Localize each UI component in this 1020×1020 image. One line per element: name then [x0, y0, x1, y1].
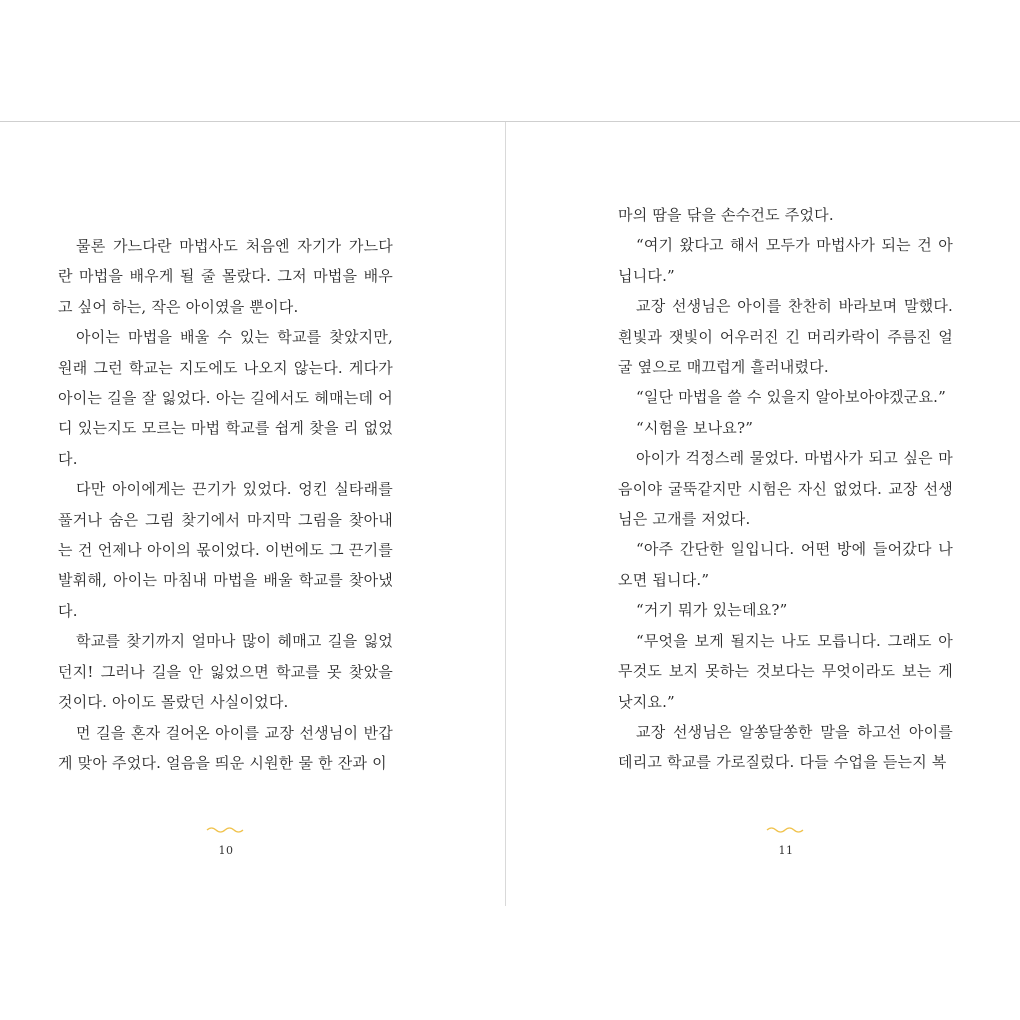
page-number: 11 [778, 844, 794, 857]
top-rule [0, 121, 1020, 122]
paragraph: 아이가 걱정스레 물었다. 마법사가 되고 싶은 마음이야 굴뚝같지만 시험은 자신 없었다. 교장 선생님은 고개를 저었다. [618, 449, 953, 529]
left-page-text [58, 231, 393, 778]
right-page-text [618, 200, 953, 778]
paragraph-continuation: 마의 땀을 닦을 손수건도 주었다. [618, 206, 834, 224]
paragraph: 학교를 찾기까지 얼마나 많이 헤매고 길을 잃었던지! 그러나 길을 안 잃었으면 학교를 못 찾았을 것이다. 아이도 몰랐던 사실이었다. [58, 632, 393, 712]
paragraph: “무엇을 보게 될지는 나도 모릅니다. 그래도 아무것도 보지 못하는 것보다는 무엇이라도 보는 게 낫지요.” [618, 631, 953, 711]
paragraph: “일단 마법을 쓸 수 있을지 알아보아야겠군요.” [636, 388, 946, 407]
paragraph: 아이는 마법을 배울 수 있는 학교를 찾았지만, 원래 그런 학교는 지도에도 나오지 않는다. 게다가 아이는 길을 잘 잃었다. 아는 길에서도 헤매는데 어디 있는지도 모르는 마법 학교를 쉽게 찾을 리 없었다. [58, 328, 393, 468]
right-folio [756, 826, 816, 857]
wave-ornament-icon [206, 826, 246, 834]
paragraph: 교장 선생님은 알쏭달쏭한 말을 하고선 아이를 데리고 학교를 가로질렀다. 다들 수업을 듣는지 복 [618, 722, 953, 772]
paragraph: 먼 길을 혼자 걸어온 아이를 교장 선생님이 반갑게 맞아 주었다. 얼음을 띄운 시원한 물 한 잔과 이 [58, 723, 393, 772]
paragraph: 교장 선생님은 아이를 찬찬히 바라보며 말했다. 흰빛과 잿빛이 어우러진 긴 머리카락이 주름진 얼굴 옆으로 매끄럽게 흘러내렸다. [618, 297, 953, 377]
page-number: 10 [218, 844, 234, 857]
paragraph: “시험을 보나요?” [636, 418, 754, 437]
paragraph: 다만 아이에게는 끈기가 있었다. 엉킨 실타래를 풀거나 숨은 그림 찾기에서 마지막 그림을 찾아내는 건 언제나 아이의 몫이었다. 이번에도 그 끈기를 발휘해, 아이는 마침내 마법을 배울 학교를 찾아냈다. [58, 480, 393, 620]
wave-ornament-icon [766, 826, 806, 834]
paragraph: 물론 가느다란 마법사도 처음엔 자기가 가느다란 마법을 배우게 될 줄 몰랐다. 그저 마법을 배우고 싶어 하는, 작은 아이였을 뿐이다. [58, 237, 393, 316]
paragraph: “여기 왔다고 해서 모두가 마법사가 되는 건 아닙니다.” [618, 236, 953, 285]
left-folio [196, 826, 256, 857]
paragraph: “거기 뭐가 있는데요?” [636, 601, 788, 620]
page-gutter [505, 122, 506, 906]
paragraph: “아주 간단한 일입니다. 어떤 방에 들어갔다 나오면 됩니다.” [618, 540, 953, 589]
